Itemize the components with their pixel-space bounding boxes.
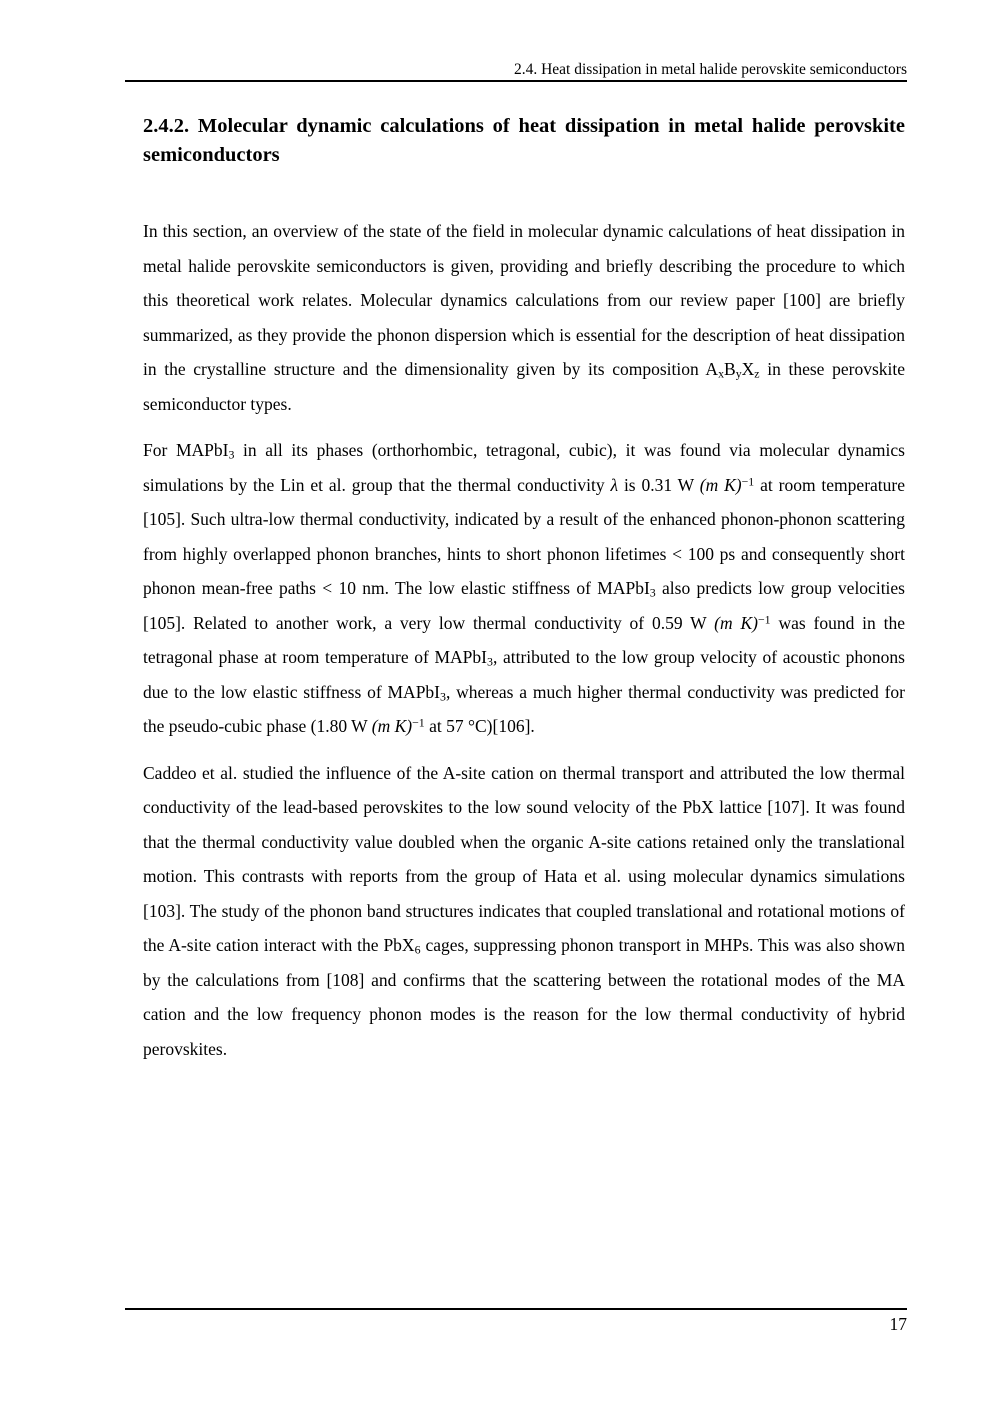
paragraph-mapbi3-conductivity: For MAPbI$_3$ in all its phases (orthorhombic, tetragonal, cubic), it was found via molecular dynamics simulations by the Lin et al. group that the thermal conductivity λ is 0.31 W (m K)$^{-1}$ at room temperature [105]. Such ultra-low thermal conductivity, indicated by a result of the enhanced phonon-phonon scattering from highly overlapped phonon branches, hints to short phonon lifetimes < 100 ps and consequently short phonon mean-free paths < 10 nm. The low elastic stiffness of MAPbI$_3$ also predicts low group velocities [105]. Related to another work, a very low thermal conductivity of 0.59 W (m K)$^{-1}$ was found in the tetragonal phase at room temperature of MAPbI$_3$, attributed to the low group velocity of acoustic phonons due to the low elastic stiffness of MAPbI$_3$, whereas a much higher thermal conductivity was predicted for the pseudo-cubic phase (1.80 W (m K)$^{-1}$ at 57 °C)[106]. bbox=[143, 440, 905, 736]
header-rule bbox=[125, 80, 907, 82]
paragraph-intro: In this section, an overview of the state of the field in molecular dynamic calculations of heat dissipation in metal halide perovskite semiconductors is given, providing and briefly describing the procedure to which this theoretical work relates. Molecular dynamics calculations from our review paper [100] are briefly summarized, as they provide the phonon dispersion which is essential for the description of heat dissipation in the crystalline structure and the dimensionality given by its composition $A_xB_yX_z$ in these perovskite semiconductor types. bbox=[143, 221, 905, 414]
footer-rule bbox=[125, 1308, 907, 1310]
page-number: 17 bbox=[889, 1314, 907, 1334]
page-content bbox=[143, 112, 905, 1078]
paragraph-caddeo-study: Caddeo et al. studied the influence of the A-site cation on thermal transport and attributed the low thermal conductivity of the lead-based perovskites to the low sound velocity of the PbX lattice [107]. It was found that the thermal conductivity value doubled when the organic A-site cations retained only the translational motion. This contrasts with reports from the group of Hata et al. using molecular dynamics simulations [103]. The study of the phonon band structures indicates that coupled translational and rotational motions of the A-site cation interact with the PbX$_6$ cages, suppressing phonon transport in MHPs. This was also shown by the calculations from [108] and confirms that the scattering between the rotational modes of the MA cation and the low frequency phonon modes is the reason for the low thermal conductivity of hybrid perovskites. bbox=[143, 762, 905, 1059]
running-header: 2.4. Heat dissipation in metal halide perovskite semiconductors bbox=[513, 61, 907, 78]
section-heading: 2.4.2. Molecular dynamic calculations of heat dissipation in metal halide perovskite semiconductors bbox=[143, 115, 905, 166]
